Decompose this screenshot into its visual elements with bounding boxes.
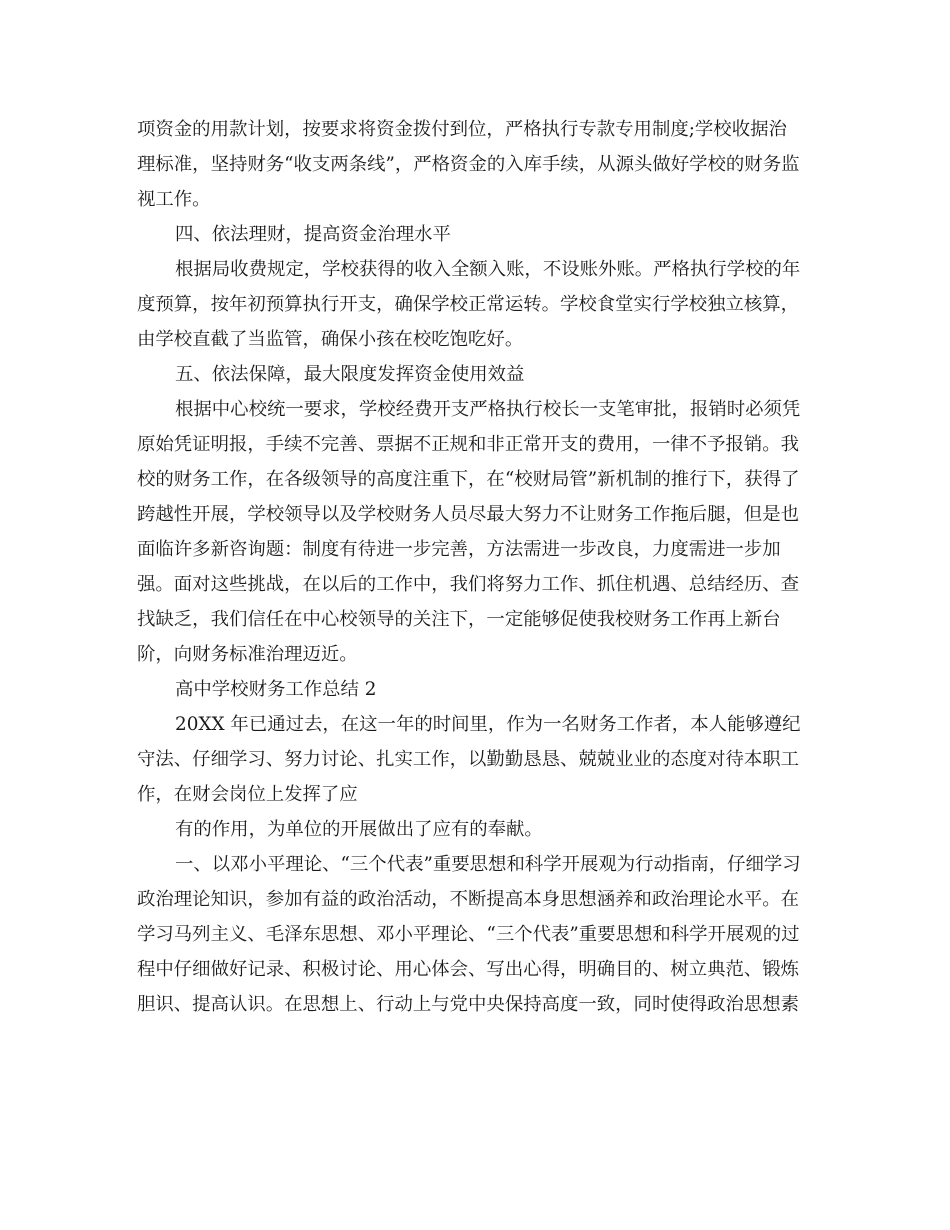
text-line: 程中仔细做好记录、积极讨论、用心体会、写出心得，明确目的、树立典范、锻炼 bbox=[137, 959, 800, 980]
text-line: 政治理论知识，参加有益的政治活动，不断提高本身思想涵养和政治理论水平。在 bbox=[137, 889, 800, 910]
text-line: 根据局收费规定，学校获得的收入全额入账，不设账外账。严格执行学校的年 bbox=[175, 259, 801, 280]
text-line: 由学校直截了当监管，确保小孩在校吃饱吃好。 bbox=[137, 329, 524, 350]
document-title: 高中学校财务工作总结 2 bbox=[175, 679, 377, 700]
text-line: 阶，向财务标准治理迈近。 bbox=[137, 644, 358, 665]
text-line: 根据中心校统一要求，学校经费开支严格执行校长一支笔审批，报销时必须凭 bbox=[175, 399, 801, 420]
text-line: 原始凭证明报，手续不完善、票据不正规和非正常开支的费用，一律不予报销。我 bbox=[137, 434, 800, 455]
section-heading: 四、依法理财，提高资金治理水平 bbox=[175, 224, 451, 245]
text-line: 找缺乏，我们信任在中心校领导的关注下，一定能够促使我校财务工作再上新台 bbox=[137, 609, 781, 630]
text-line: 20XX 年已通过去，在这一年的时间里，作为一名财务工作者，本人能够遵纪 bbox=[175, 714, 801, 735]
text-line: 作，在财会岗位上发挥了应 bbox=[137, 784, 358, 805]
text-line: 强。面对这些挑战，在以后的工作中，我们将努力工作、抓住机遇、总结经历、查 bbox=[137, 574, 800, 595]
text-line: 守法、仔细学习、努力讨论、扎实工作，以勤勤恳恳、兢兢业业的态度对待本职工 bbox=[137, 749, 800, 770]
section-heading: 五、依法保障，最大限度发挥资金使用效益 bbox=[175, 364, 525, 385]
text-line: 跨越性开展，学校领导以及学校财务人员尽最大努力不让财务工作拖后腿，但是也 bbox=[137, 504, 800, 525]
text-line: 校的财务工作，在各级领导的高度注重下，在“校财局管”新机制的推行下，获得了 bbox=[137, 469, 800, 490]
text-line: 一、以邓小平理论、“三个代表”重要思想和科学开展观为行动指南，仔细学习 bbox=[175, 854, 801, 875]
text-line: 视工作。 bbox=[137, 189, 211, 210]
text-line: 度预算，按年初预算执行开支，确保学校正常运转。学校食堂实行学校独立核算， bbox=[137, 294, 800, 315]
text-line: 面临许多新咨询题：制度有待进一步完善，方法需进一步改良，力度需进一步加 bbox=[137, 539, 781, 560]
text-line: 胆识、提高认识。在思想上、行动上与党中央保持高度一致，同时使得政治思想素 bbox=[137, 994, 800, 1015]
text-line: 学习马列主义、毛泽东思想、邓小平理论、“三个代表”重要思想和科学开展观的过 bbox=[137, 924, 800, 945]
text-line: 项资金的用款计划，按要求将资金拨付到位，严格执行专款专用制度;学校收据治 bbox=[137, 119, 787, 140]
text-line: 理标准，坚持财务“收支两条线”，严格资金的入库手续，从源头做好学校的财务监 bbox=[137, 154, 800, 175]
text-line: 有的作用，为单位的开展做出了应有的奉献。 bbox=[175, 819, 543, 840]
